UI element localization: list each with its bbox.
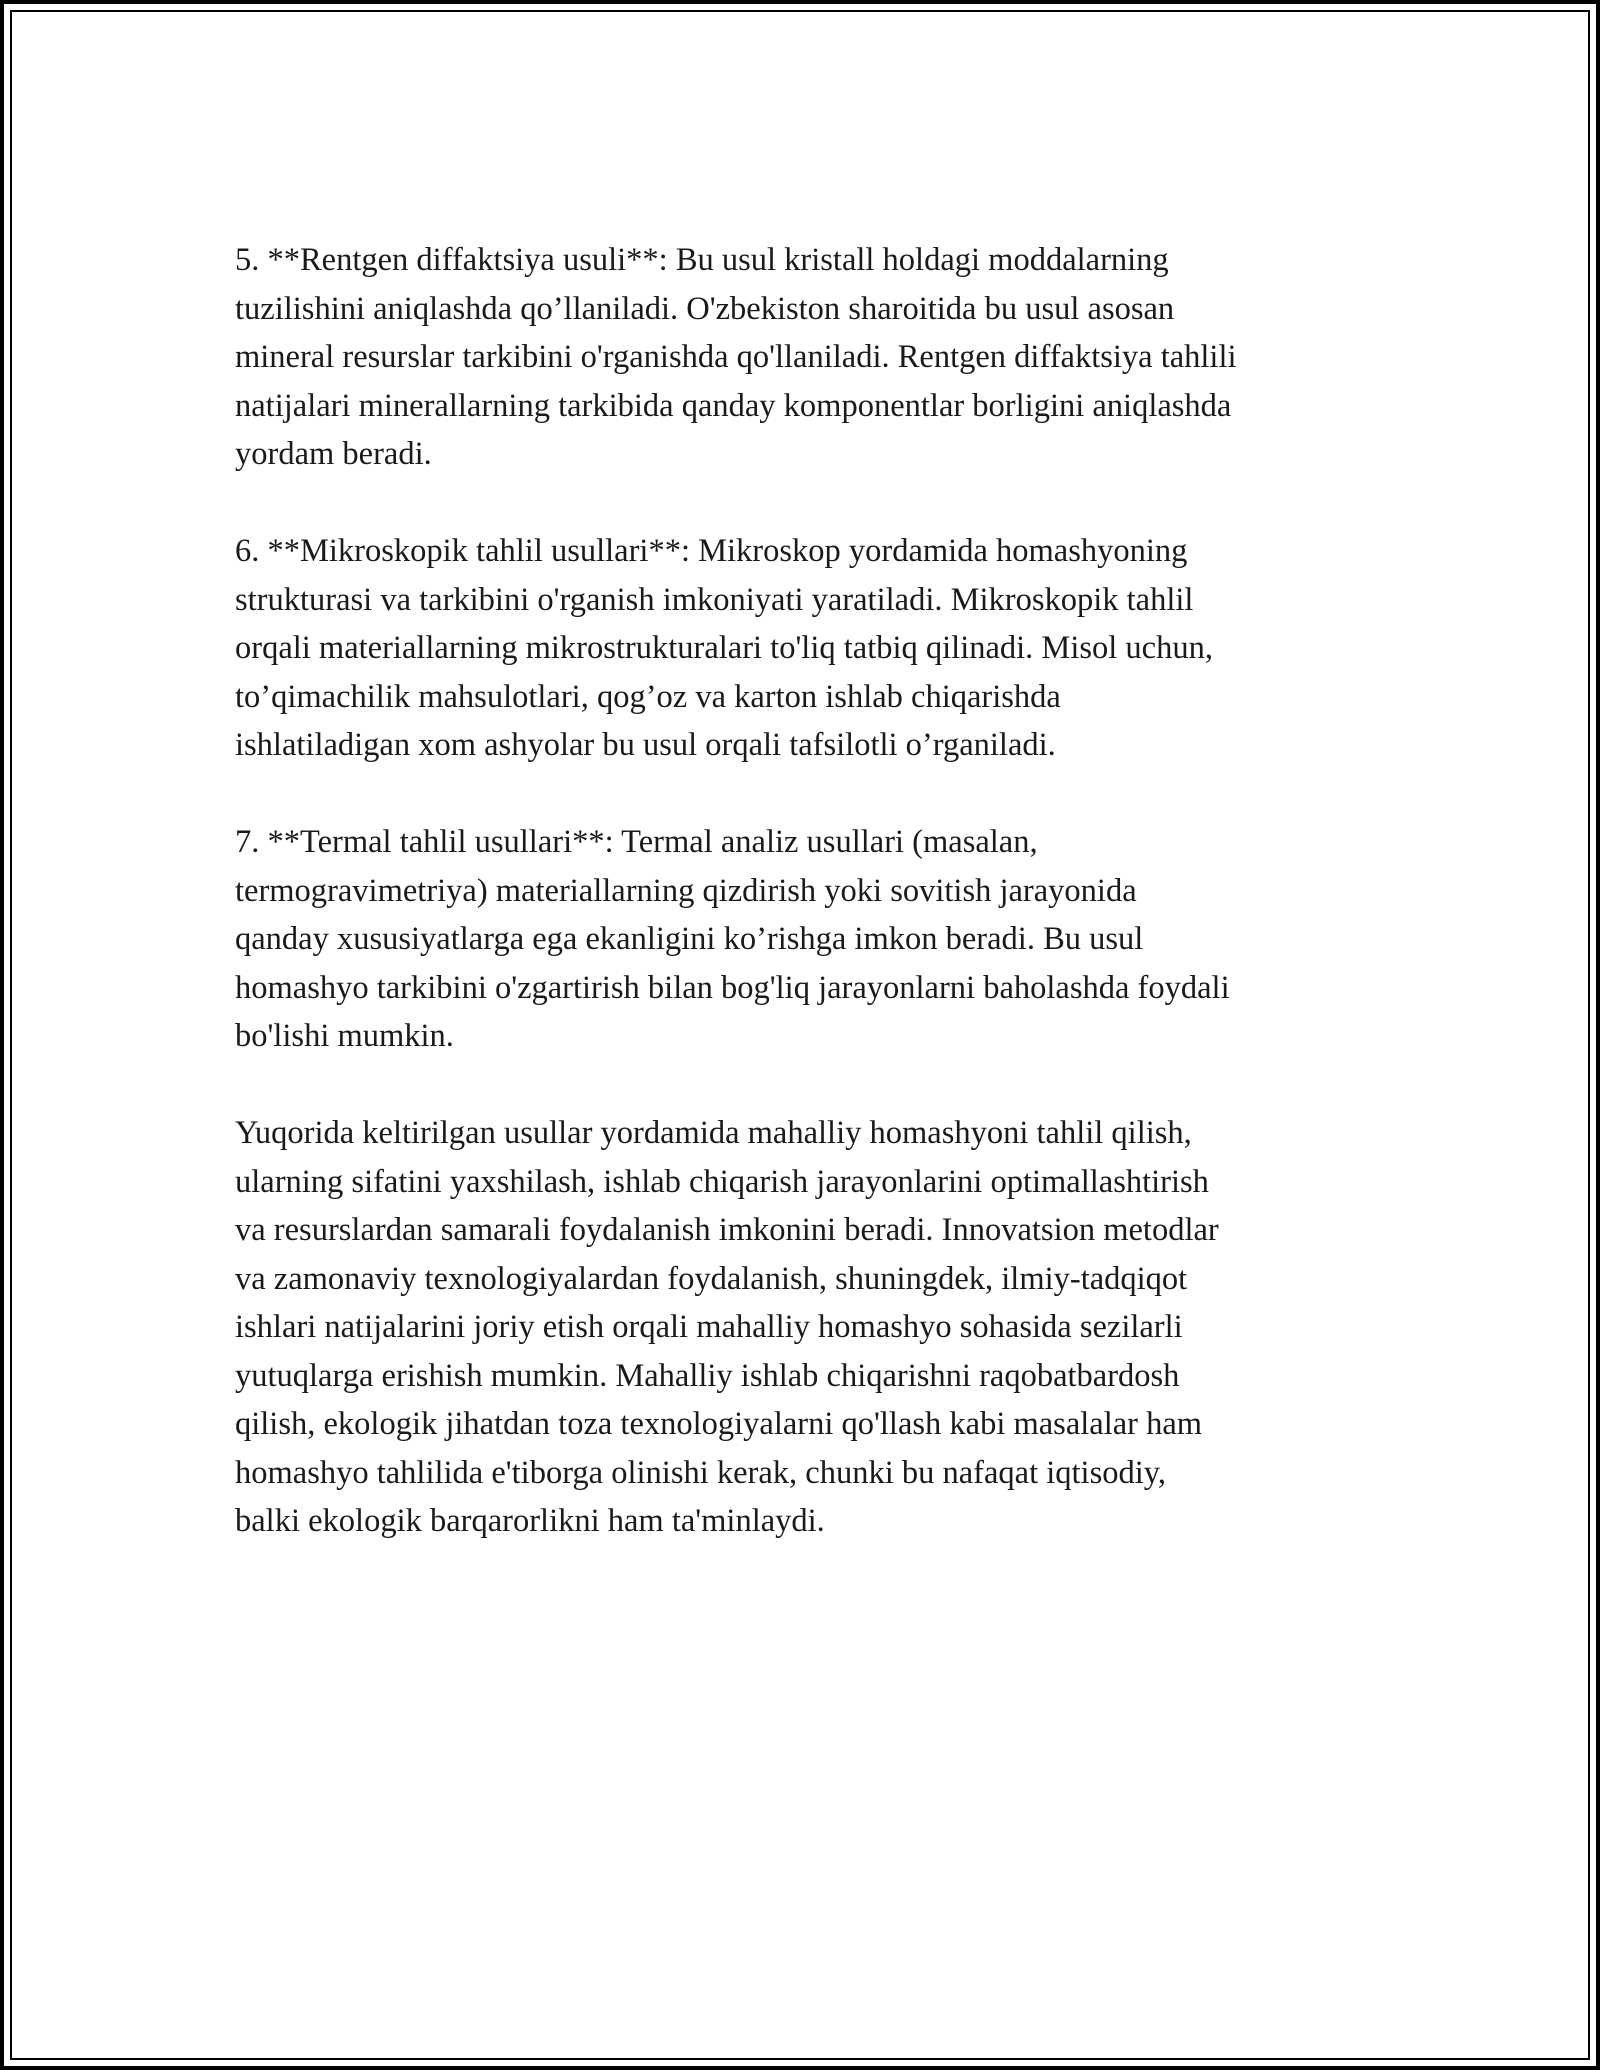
paragraph-conclusion: Yuqorida keltirilgan usullar yordamida mahalliy homashyoni tahlil qilish, ularning sifatini yaxshilash, ishlab chiqarish jarayonlarini optimallashtirish va resurslardan samarali foydalanish imkonini beradi. Innovatsion metodlar va zamonaviy texnologiyalardan foydalanish, shuningdek, ilmiy-tadqiqot ishlari natijalarini joriy etish orqali mahalliy homashyo sohasida sezilarli yutuqlarga erishish mumkin. Mahalliy ishlab chiqarishni raqobatbardosh qilish, ekologik jihatdan toza texnologiyalarni qo'llash kabi masalalar ham homashyo tahlilida e'tiborga olinishi kerak, chunki bu nafaqat iqtisodiy, balki ekologik barqarorlikni ham ta'minlaydi. — [235, 1115, 1219, 1539]
paragraph-rentgen-diffaktsiya: 5. **Rentgen diffaktsiya usuli**: Bu usul kristall holdagi moddalarning tuzilishini aniqlashda qo’llaniladi. O'zbekiston sharoitida bu usul asosan mineral resurslar tarkibini o'rganishda qo'llaniladi. Rentgen diffaktsiya tahlili natijalari minerallarning tarkibida qanday komponentlar borligini aniqlashda yordam beradi. — [235, 242, 1237, 472]
document-body — [235, 236, 1370, 1546]
paragraph-mikroskopik-tahlil: 6. **Mikroskopik tahlil usullari**: Mikroskop yordamida homashyoning strukturasi va tarkibini o'rganish imkoniyati yaratiladi. Mikroskopik tahlil orqali materiallarning mikrostrukturalari to'liq tatbiq qilinadi. Misol uchun, to’qimachilik mahsulotlari, qog’oz va karton ishlab chiqarishda ishlatiladigan xom ashyolar bu usul orqali tafsilotli o’rganiladi. — [235, 533, 1213, 763]
paragraph-termal-tahlil: 7. **Termal tahlil usullari**: Termal analiz usullari (masalan, termogravimetriya) materiallarning qizdirish yoki sovitish jarayonida qanday xususiyatlarga ega ekanligini ko’rishga imkon beradi. Bu usul homashyo tarkibini o'zgartirish bilan bog'liq jarayonlarni baholashda foydali bo'lishi mumkin. — [235, 824, 1230, 1054]
